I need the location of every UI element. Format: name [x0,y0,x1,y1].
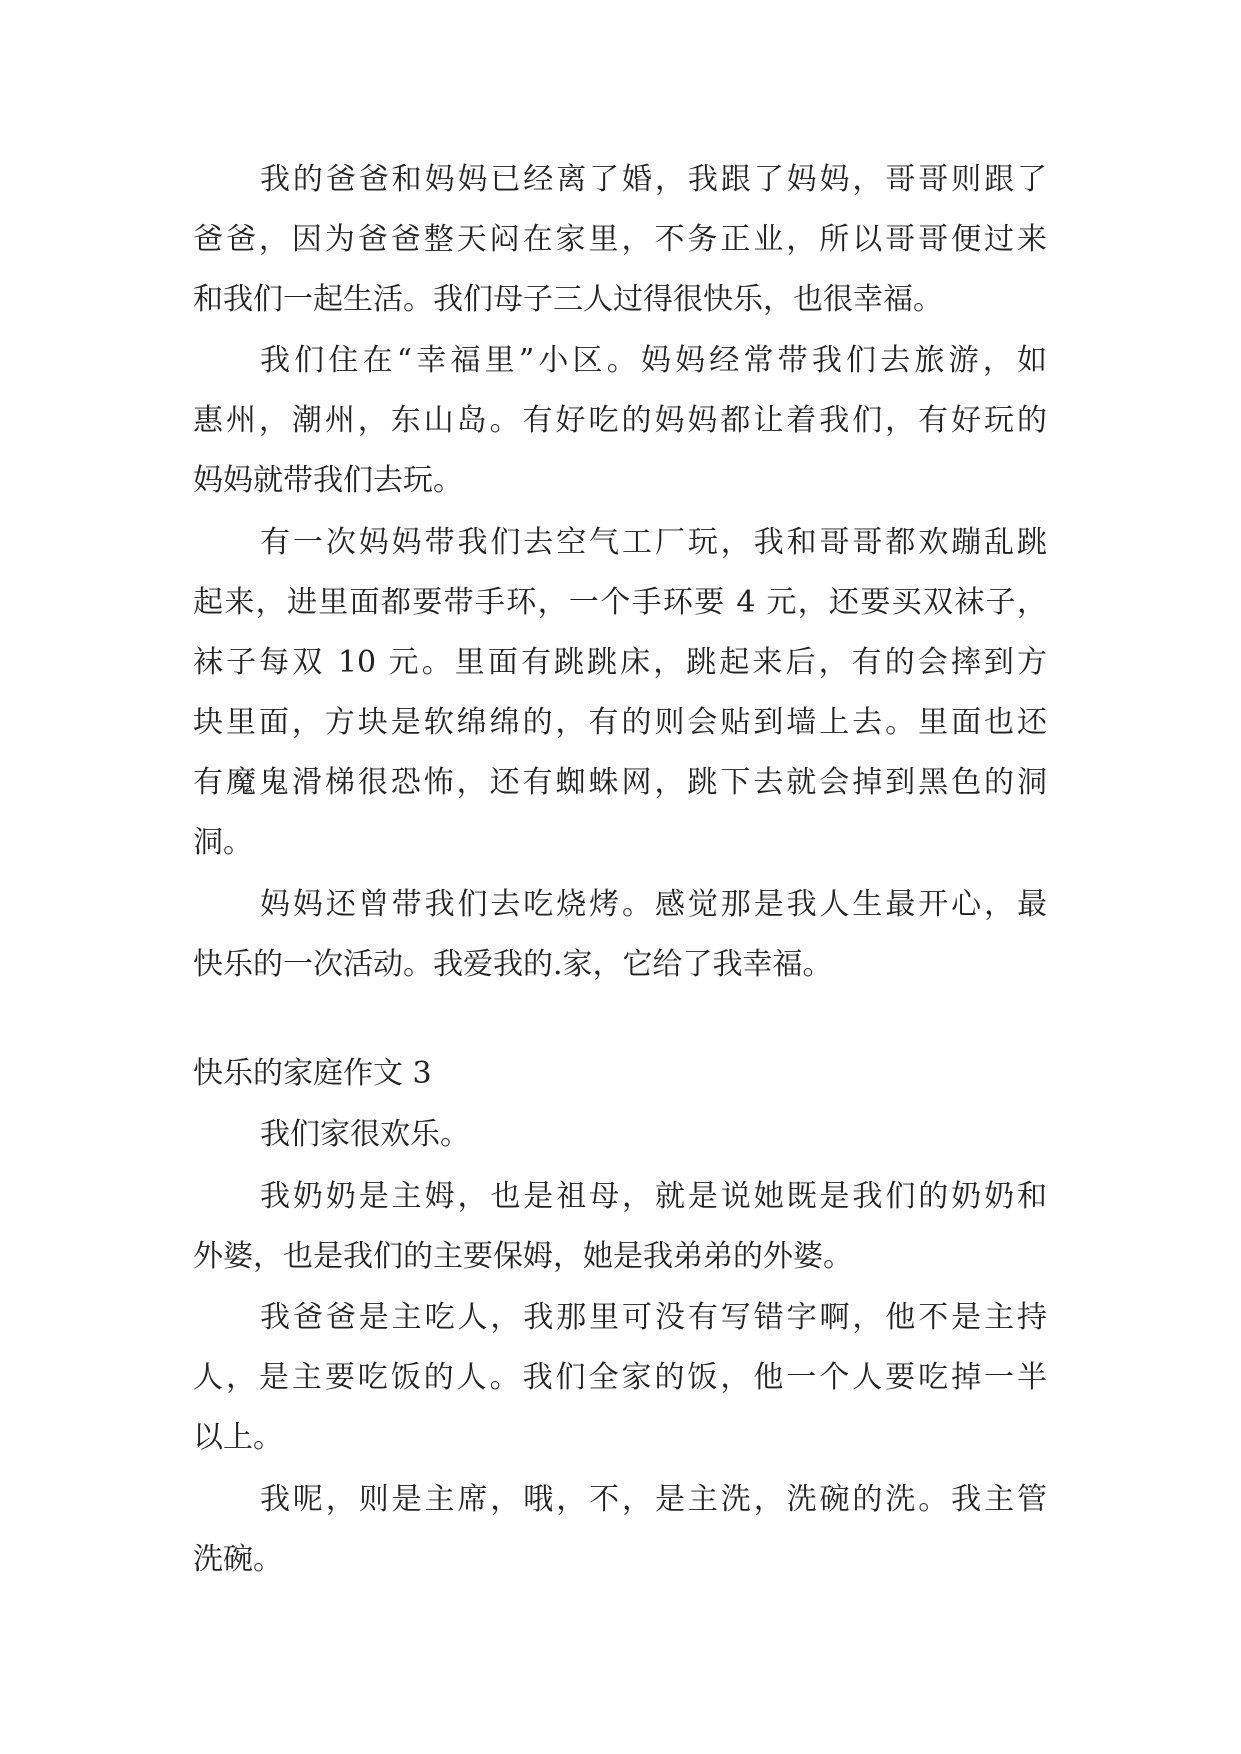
paragraph-line: 外婆，也是我们的主要保姆，她是我弟弟的外婆。 [193,1239,853,1274]
paragraph-line: 袜子每双 10 元。里面有跳跳床，跳起来后，有的会摔到方 [193,645,1047,680]
paragraph-line: 我奶奶是主姆，也是祖母，就是说她既是我们的奶奶和 [260,1179,1047,1214]
paragraph-line: 以上。 [193,1420,283,1455]
paragraph-line: 惠州，潮州，东山岛。有好吃的妈妈都让着我们，有好玩的 [193,403,1047,438]
section-heading: 快乐的家庭作文 3 [193,1056,432,1091]
paragraph-line: 我爸爸是主吃人，我那里可没有写错字啊，他不是主持 [260,1300,1047,1335]
paragraph-line: 洗碗。 [193,1542,283,1577]
paragraph-line: 块里面，方块是软绵绵的，有的则会贴到墙上去。里面也还 [193,705,1047,740]
paragraph-line: 和我们一起生活。我们母子三人过得很快乐，也很幸福。 [193,282,943,317]
paragraph-line: 我们住在“幸福里”小区。妈妈经常带我们去旅游，如 [260,343,1047,378]
paragraph-line: 洞。 [193,825,253,860]
paragraph-line: 爸爸，因为爸爸整天闷在家里，不务正业，所以哥哥便过来 [193,222,1047,257]
paragraph-line: 妈妈还曾带我们去吃烧烤。感觉那是我人生最开心，最 [260,887,1047,922]
paragraph-line: 人，是主要吃饭的人。我们全家的饭，他一个人要吃掉一半 [193,1360,1047,1395]
paragraph-line: 我们家很欢乐。 [260,1117,470,1152]
paragraph-line: 有一次妈妈带我们去空气工厂玩，我和哥哥都欢蹦乱跳 [260,525,1047,560]
paragraph-line: 我的爸爸和妈妈已经离了婚，我跟了妈妈，哥哥则跟了 [260,162,1047,197]
paragraph-line: 我呢，则是主席，哦，不，是主洗，洗碗的洗。我主管 [260,1482,1047,1517]
paragraph-line: 快乐的一次活动。我爱我的.家，它给了我幸福。 [193,947,833,982]
paragraph-line: 起来，进里面都要带手环，一个手环要 4 元，还要买双袜子， [193,585,1047,620]
paragraph-line: 有魔鬼滑梯很恐怖，还有蜘蛛网，跳下去就会掉到黑色的洞 [193,765,1047,800]
paragraph-line: 妈妈就带我们去玩。 [193,463,463,498]
